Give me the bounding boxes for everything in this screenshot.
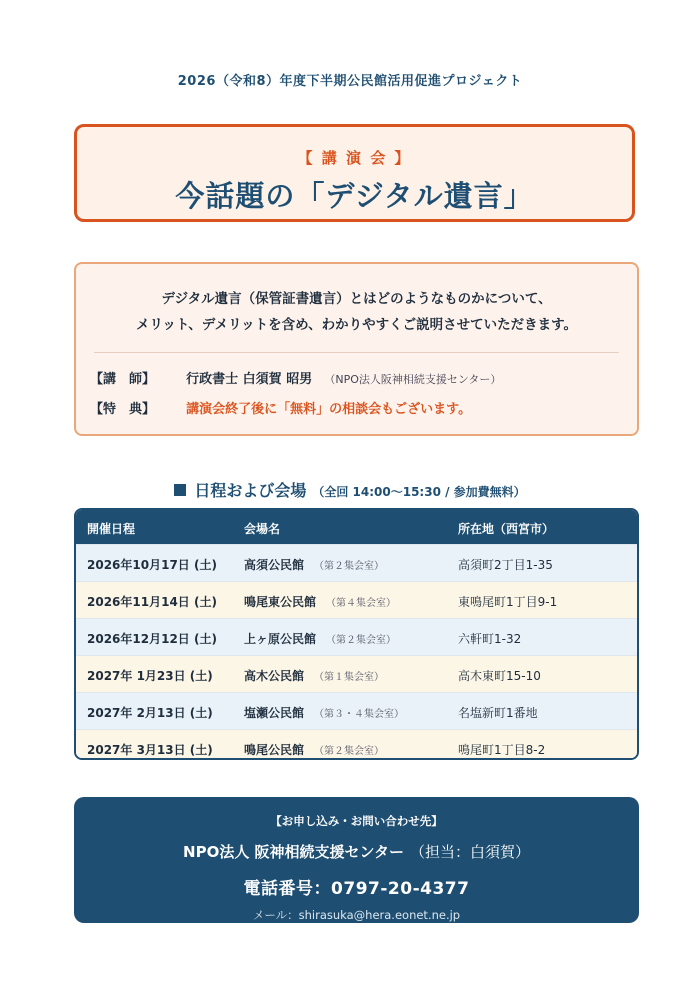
title-box xyxy=(74,124,635,222)
schedule-title: 日程および会場 xyxy=(194,481,307,500)
table-row xyxy=(76,544,637,581)
contact-box xyxy=(74,797,639,923)
venue-name: 鳴尾東公民館 xyxy=(244,595,317,609)
contact-org: NPO法人 阪神相続支援センター xyxy=(183,843,404,861)
venue-room: （第２集会室） xyxy=(314,746,385,757)
row-venue xyxy=(244,593,396,610)
venue-room: （第４集会室） xyxy=(326,598,397,609)
table-row xyxy=(76,655,637,692)
row-address: 鳴尾町1丁目8-2 xyxy=(458,743,546,757)
header-address: 所在地（西宮市） xyxy=(458,522,555,536)
venue-name: 鳴尾公民館 xyxy=(244,743,305,757)
row-address: 高須町2丁目1-35 xyxy=(458,558,553,572)
event-type-tag: 【 講 演 会 】 xyxy=(297,149,412,167)
header-venue: 会場名 xyxy=(244,522,281,536)
venue-room: （第２集会室） xyxy=(314,561,385,572)
row-date: 2026年11月14日 (土) xyxy=(87,595,217,609)
perk-text: 講演会終了後に「無料」の相談会もございます。 xyxy=(186,402,472,417)
project-line: 2026（令和8）年度下半期公民館活用促進プロジェクト xyxy=(177,74,523,89)
contact-phone[interactable]: 電話番号：0797-20-4377 xyxy=(243,879,470,899)
table-header xyxy=(76,510,637,544)
lecturer-org: （NPO法人阪神相続支援センター） xyxy=(324,373,502,386)
contact-person: （担当：白須賀） xyxy=(409,843,530,861)
schedule-table xyxy=(74,508,639,760)
schedule-heading xyxy=(0,478,700,501)
contact-heading: 【お申し込み・お問い合わせ先】 xyxy=(270,814,443,828)
table-row xyxy=(76,618,637,655)
square-bullet-icon xyxy=(174,484,186,496)
perk-row xyxy=(90,398,471,417)
venue-name: 高木公民館 xyxy=(244,669,305,683)
row-date: 2026年12月12日 (土) xyxy=(87,632,217,646)
header-date: 開催日程 xyxy=(87,522,136,536)
table-row xyxy=(76,581,637,618)
venue-room: （第１集会室） xyxy=(314,672,385,683)
lecturer-label: 【講 師】 xyxy=(90,372,156,387)
row-venue xyxy=(244,704,404,721)
row-venue xyxy=(244,630,396,647)
row-venue xyxy=(244,667,384,684)
row-address: 六軒町1-32 xyxy=(458,632,522,646)
lecturer-row xyxy=(90,368,501,387)
row-date: 2027年 3月13日 (土) xyxy=(87,743,213,757)
venue-room: （第２集会室） xyxy=(326,635,397,646)
description xyxy=(76,286,637,338)
info-box xyxy=(74,262,639,436)
contact-email[interactable]: メール：shirasuka@hera.eonet.ne.jp xyxy=(252,908,461,922)
venue-name: 上ヶ原公民館 xyxy=(244,632,317,646)
row-venue xyxy=(244,741,384,758)
row-date: 2027年 2月13日 (土) xyxy=(87,706,213,720)
description-line-2: メリット、デメリットを含め、わかりやすくご説明させていただきます。 xyxy=(135,317,578,333)
table-row xyxy=(76,692,637,729)
row-address: 名塩新町1番地 xyxy=(458,706,538,720)
lecturer-name: 行政書士 白須賀 昭男 xyxy=(186,372,313,387)
row-venue xyxy=(244,556,384,573)
venue-name: 高須公民館 xyxy=(244,558,305,572)
row-date: 2026年10月17日 (土) xyxy=(87,558,217,572)
description-line-1: デジタル遺言（保管証書遺言）とはどのようなものかについて、 xyxy=(161,291,552,307)
contact-org-line xyxy=(74,841,639,862)
row-date: 2027年 1月23日 (土) xyxy=(87,669,213,683)
row-address: 高木東町15-10 xyxy=(458,669,541,683)
schedule-note: （全回 14:00〜15:30 / 参加費無料） xyxy=(312,485,526,499)
venue-room: （第３・４集会室） xyxy=(314,709,405,720)
row-address: 東鳴尾町1丁目9-1 xyxy=(458,595,558,609)
page-title: 今話題の「デジタル遺言」 xyxy=(175,179,534,213)
venue-name: 塩瀬公民館 xyxy=(244,706,305,720)
table-row xyxy=(76,729,637,760)
perk-label: 【特 典】 xyxy=(90,402,156,417)
divider xyxy=(94,352,619,353)
